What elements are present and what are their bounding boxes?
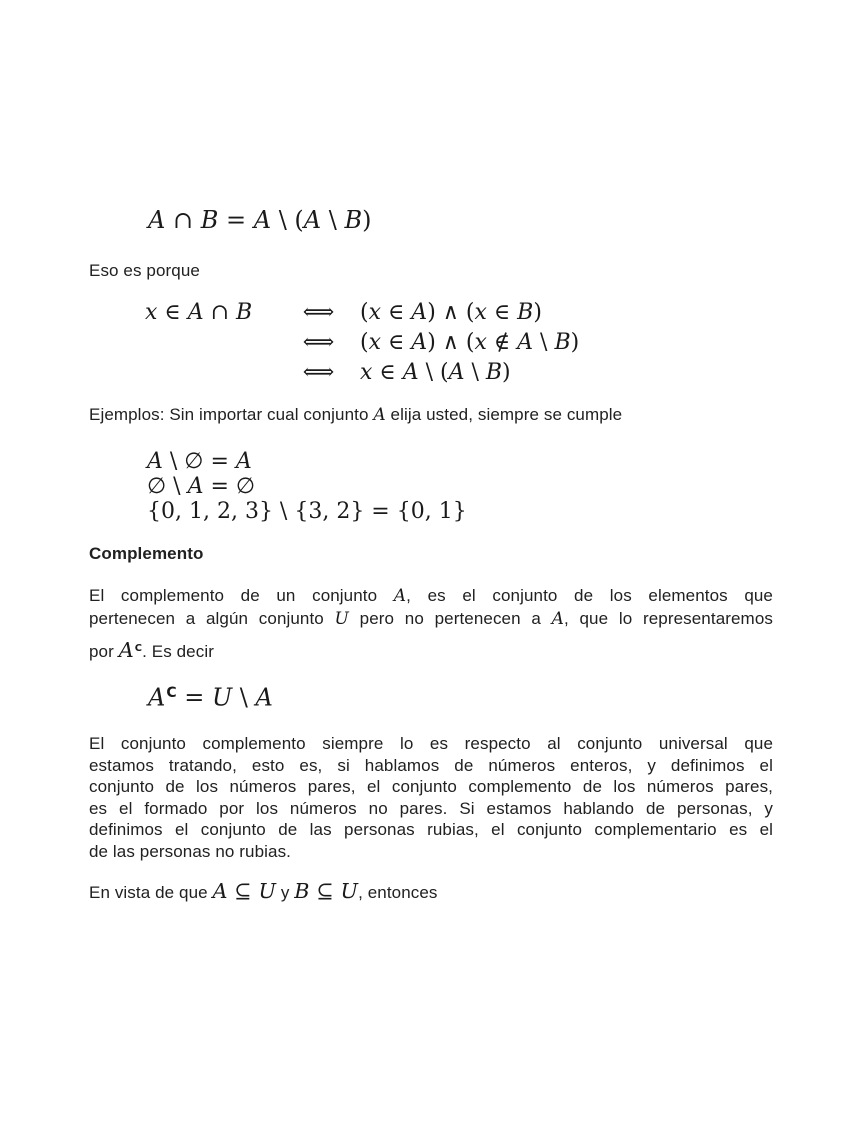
text-run: ) ∧ ( xyxy=(427,300,475,325)
paragraph-line: definimos el conjunto de las personas rubias, el conjunto complementario es el xyxy=(89,820,773,840)
iff-arrow: ⟺ xyxy=(302,360,335,385)
text-run: ∅ \ xyxy=(147,474,188,499)
text-run: x xyxy=(368,300,382,325)
text-run: A xyxy=(411,330,428,355)
example-line-set-difference xyxy=(147,499,467,524)
text-run: ∈ xyxy=(381,330,412,355)
text-run: A xyxy=(187,300,204,325)
text-run: x xyxy=(360,360,373,385)
text-run: A xyxy=(448,360,465,385)
derivation-rhs xyxy=(360,328,579,358)
derivation-lhs xyxy=(145,358,277,388)
text-run: ∈ xyxy=(486,300,518,325)
text-run: ⊆ xyxy=(309,879,341,903)
text-run: ) xyxy=(533,300,542,325)
text-run: ) xyxy=(362,206,372,234)
iff-arrow: ⟺ xyxy=(302,300,335,325)
text-run: B xyxy=(236,300,253,325)
text-run: A xyxy=(148,683,166,712)
text-run: ∈ xyxy=(372,360,403,385)
text-eso-es-porque: Eso es porque xyxy=(89,261,200,280)
paragraph-universal-set xyxy=(89,733,773,863)
text-run: B xyxy=(517,300,534,325)
text-run: ∩ xyxy=(165,206,201,234)
text-run: ( xyxy=(360,330,369,355)
text-run: = xyxy=(218,206,254,234)
text-run: , es el conjunto de los elementos que xyxy=(406,586,773,605)
heading-complemento: Complemento xyxy=(89,544,204,563)
text-run: A xyxy=(551,608,564,629)
formula-complement-definition xyxy=(148,676,273,715)
derivation-lhs xyxy=(145,298,277,328)
text-en-vista-conclusion xyxy=(89,880,438,904)
text-run: \ xyxy=(321,206,345,234)
iff-arrow: ⟺ xyxy=(302,330,335,355)
example-line-a-minus-empty xyxy=(147,449,467,474)
paragraph-line: de las personas no rubias. xyxy=(89,841,292,861)
text-run: A xyxy=(148,206,166,234)
text-run: x xyxy=(368,330,382,355)
text-run: ∈ xyxy=(157,300,188,325)
text-run: ( xyxy=(360,300,369,325)
derivation-rhs xyxy=(360,358,579,388)
text-run: A xyxy=(147,449,163,474)
paragraph-line: estamos tratando, esto es, si hablamos de números enteros, y definimos el xyxy=(89,755,773,775)
text-run: elija usted, siempre se cumple xyxy=(385,405,623,424)
derivation-lhs xyxy=(145,328,277,358)
text-run: ⊆ xyxy=(227,879,259,903)
text-run: A xyxy=(517,330,534,355)
text-run: pertenecen a algún conjunto xyxy=(89,608,335,628)
text-run: B xyxy=(554,330,571,355)
text-run: C xyxy=(134,643,143,655)
paragraph-line xyxy=(89,585,773,608)
text-run: El complemento de un conjunto xyxy=(89,586,394,605)
text-run: B xyxy=(485,360,503,385)
text-run: Ejemplos: Sin importar cual conjunto xyxy=(89,405,374,424)
text-run: A xyxy=(253,206,272,234)
text-run: pero no pertenecen a xyxy=(348,608,552,628)
text-run: U xyxy=(334,608,349,629)
text-run: U xyxy=(258,879,277,903)
text-run: ) xyxy=(570,330,580,355)
text-run: \ xyxy=(533,330,555,355)
text-run: , entonces xyxy=(358,883,438,902)
text-run: C xyxy=(166,685,177,701)
text-run: \ ( xyxy=(418,360,449,385)
derivation-block xyxy=(145,298,579,388)
text-run: {0, 1, 2, 3} \ {3, 2} = {0, 1} xyxy=(147,499,467,524)
text-run: U xyxy=(211,683,233,712)
text-run: A xyxy=(187,474,204,499)
text-run: , que lo representaremos xyxy=(563,608,773,628)
text-run: A xyxy=(303,206,322,234)
example-line-empty-minus-a xyxy=(147,474,467,499)
paragraph-line: El conjunto complemento siempre lo es respecto al conjunto universal que xyxy=(89,734,773,753)
text-run: x xyxy=(474,330,487,355)
text-run: B xyxy=(200,206,219,234)
text-ejemplos-intro xyxy=(89,404,622,426)
text-run: = ∅ xyxy=(203,474,256,499)
paragraph-line: conjunto de los números pares, el conjunto complemento de los números pares, xyxy=(89,777,773,797)
text-run: En vista de que xyxy=(89,883,213,902)
text-run: A xyxy=(402,360,419,385)
derivation-rhs xyxy=(360,298,579,328)
text-run: A xyxy=(373,405,386,425)
text-run: \ xyxy=(232,683,256,712)
paragraph-line xyxy=(89,638,773,663)
text-run: B xyxy=(294,879,310,903)
examples-block xyxy=(147,449,467,524)
text-run: ∈ xyxy=(381,300,412,325)
text-run: por xyxy=(89,642,119,662)
text-run: y xyxy=(276,883,295,902)
text-run: = xyxy=(176,683,212,712)
text-run: A xyxy=(235,449,252,474)
text-run: ∩ xyxy=(203,300,237,325)
text-run: x xyxy=(474,300,487,325)
text-run: ) ∧ ( xyxy=(427,330,475,355)
text-run: A xyxy=(255,683,273,712)
text-run: A xyxy=(393,586,407,606)
text-run: ∉ xyxy=(486,330,518,355)
text-run: . Es decir xyxy=(142,642,214,662)
formula-intersection-identity xyxy=(148,203,372,237)
text-run: \ ( xyxy=(271,206,304,234)
text-run: B xyxy=(344,206,363,234)
text-run: ) xyxy=(502,360,511,385)
paragraph-complemento-definition xyxy=(89,585,773,663)
text-run: U xyxy=(340,879,359,903)
text-run: \ xyxy=(464,360,486,385)
paragraph-line: es el formado por los números no pares. Si estamos hablando de personas, y xyxy=(89,798,773,818)
text-run: \ ∅ = xyxy=(162,449,236,474)
text-run: A xyxy=(212,879,228,903)
text-run: A xyxy=(411,300,428,325)
text-run: A xyxy=(118,638,134,663)
text-run: x xyxy=(145,300,158,325)
paragraph-line xyxy=(89,608,773,631)
